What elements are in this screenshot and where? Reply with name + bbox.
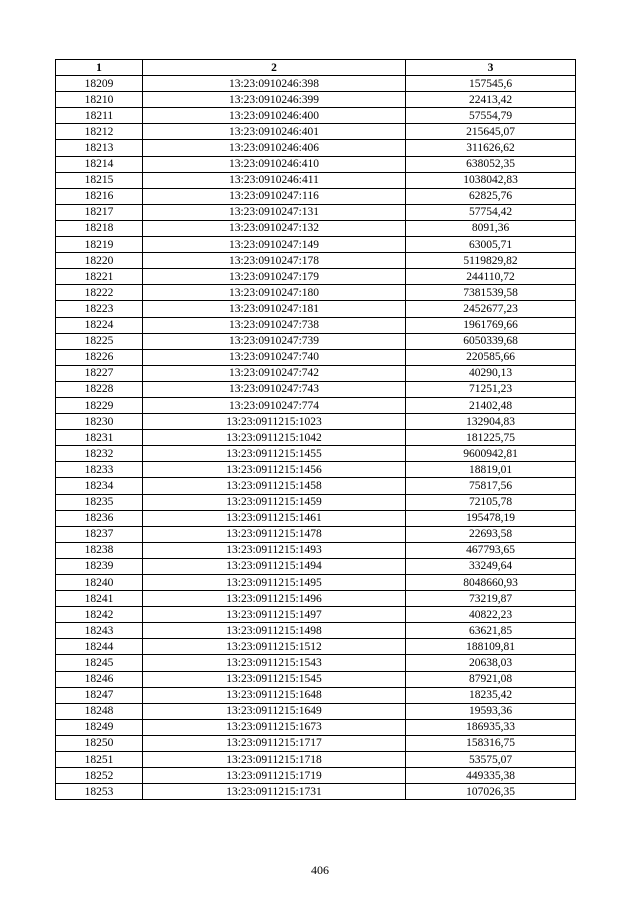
table-row	[56, 301, 576, 317]
cadastral-number-cell: 13:23:0910247:132	[143, 220, 406, 236]
cadastral-number-cell: 13:23:0911215:1459	[143, 494, 406, 510]
table-row	[56, 671, 576, 687]
row-number-cell: 18242	[56, 607, 143, 623]
cadastral-number-cell: 13:23:0911215:1497	[143, 607, 406, 623]
table-row	[56, 76, 576, 92]
row-number-cell: 18238	[56, 542, 143, 558]
value-cell: 22693,58	[406, 526, 576, 542]
table-row	[56, 414, 576, 430]
value-cell: 157545,6	[406, 76, 576, 92]
table-row	[56, 349, 576, 365]
cadastral-number-cell: 13:23:0911215:1455	[143, 446, 406, 462]
row-number-cell: 18223	[56, 301, 143, 317]
table-row	[56, 156, 576, 172]
value-cell: 20638,03	[406, 655, 576, 671]
cadastral-number-cell: 13:23:0910247:116	[143, 188, 406, 204]
cadastral-number-cell: 13:23:0911215:1719	[143, 768, 406, 784]
row-number-cell: 18218	[56, 220, 143, 236]
value-cell: 73219,87	[406, 591, 576, 607]
table-row	[56, 172, 576, 188]
value-cell: 22413,42	[406, 92, 576, 108]
table-row	[56, 188, 576, 204]
table-row	[56, 703, 576, 719]
row-number-cell: 18237	[56, 526, 143, 542]
value-cell: 186935,33	[406, 719, 576, 735]
value-cell: 57754,42	[406, 204, 576, 220]
table-row	[56, 494, 576, 510]
cadastral-number-cell: 13:23:0911215:1458	[143, 478, 406, 494]
value-cell: 220585,66	[406, 349, 576, 365]
table-row	[56, 542, 576, 558]
cadastral-number-cell: 13:23:0911215:1648	[143, 687, 406, 703]
row-number-cell: 18243	[56, 623, 143, 639]
cadastral-number-cell: 13:23:0911215:1545	[143, 671, 406, 687]
value-cell: 8048660,93	[406, 575, 576, 591]
cadastral-number-cell: 13:23:0910247:181	[143, 301, 406, 317]
table-row	[56, 446, 576, 462]
table-row	[56, 655, 576, 671]
cadastral-number-cell: 13:23:0910246:411	[143, 172, 406, 188]
row-number-cell: 18228	[56, 381, 143, 397]
value-cell: 33249,64	[406, 558, 576, 574]
cadastral-number-cell: 13:23:0910247:743	[143, 381, 406, 397]
cadastral-number-cell: 13:23:0911215:1456	[143, 462, 406, 478]
cadastral-number-cell: 13:23:0910247:178	[143, 253, 406, 269]
value-cell: 5119829,82	[406, 253, 576, 269]
row-number-cell: 18220	[56, 253, 143, 269]
table-row	[56, 784, 576, 800]
value-cell: 75817,56	[406, 478, 576, 494]
cadastral-number-cell: 13:23:0911215:1718	[143, 752, 406, 768]
row-number-cell: 18249	[56, 719, 143, 735]
cadastral-number-cell: 13:23:0910247:149	[143, 237, 406, 253]
table-row	[56, 607, 576, 623]
table-row	[56, 220, 576, 236]
table-row	[56, 381, 576, 397]
cadastral-number-cell: 13:23:0910246:406	[143, 140, 406, 156]
table-row	[56, 237, 576, 253]
value-cell: 63621,85	[406, 623, 576, 639]
value-cell: 467793,65	[406, 542, 576, 558]
table-row	[56, 430, 576, 446]
cadastral-number-cell: 13:23:0911215:1023	[143, 414, 406, 430]
cadastral-number-cell: 13:23:0911215:1461	[143, 510, 406, 526]
row-number-cell: 18252	[56, 768, 143, 784]
row-number-cell: 18224	[56, 317, 143, 333]
column-header-number: 1	[56, 60, 143, 76]
cadastral-number-cell: 13:23:0911215:1543	[143, 655, 406, 671]
table-header	[56, 60, 576, 76]
value-cell: 195478,19	[406, 510, 576, 526]
table-row	[56, 687, 576, 703]
table-row	[56, 317, 576, 333]
row-number-cell: 18226	[56, 349, 143, 365]
row-number-cell: 18231	[56, 430, 143, 446]
cadastral-number-cell: 13:23:0910246:400	[143, 108, 406, 124]
cadastral-number-cell: 13:23:0910247:738	[143, 317, 406, 333]
row-number-cell: 18232	[56, 446, 143, 462]
cadastral-number-cell: 13:23:0910247:131	[143, 204, 406, 220]
cadastral-number-cell: 13:23:0911215:1731	[143, 784, 406, 800]
value-cell: 6050339,68	[406, 333, 576, 349]
cadastral-number-cell: 13:23:0911215:1494	[143, 558, 406, 574]
cadastral-number-cell: 13:23:0910246:401	[143, 124, 406, 140]
value-cell: 40290,13	[406, 365, 576, 381]
row-number-cell: 18233	[56, 462, 143, 478]
value-cell: 107026,35	[406, 784, 576, 800]
value-cell: 638052,35	[406, 156, 576, 172]
table-row	[56, 92, 576, 108]
row-number-cell: 18221	[56, 269, 143, 285]
row-number-cell: 18213	[56, 140, 143, 156]
row-number-cell: 18250	[56, 735, 143, 751]
page-number: 406	[311, 863, 329, 877]
row-number-cell: 18246	[56, 671, 143, 687]
row-number-cell: 18214	[56, 156, 143, 172]
cadastral-number-cell: 13:23:0911215:1042	[143, 430, 406, 446]
row-number-cell: 18219	[56, 237, 143, 253]
value-cell: 53575,07	[406, 752, 576, 768]
cadastral-number-cell: 13:23:0911215:1673	[143, 719, 406, 735]
row-number-cell: 18234	[56, 478, 143, 494]
cadastral-number-cell: 13:23:0910247:179	[143, 269, 406, 285]
table-row	[56, 108, 576, 124]
row-number-cell: 18248	[56, 703, 143, 719]
value-cell: 449335,38	[406, 768, 576, 784]
cadastral-value-table	[55, 59, 576, 800]
row-number-cell: 18230	[56, 414, 143, 430]
table-row	[56, 510, 576, 526]
value-cell: 71251,23	[406, 381, 576, 397]
row-number-cell: 18245	[56, 655, 143, 671]
value-cell: 158316,75	[406, 735, 576, 751]
cadastral-number-cell: 13:23:0910247:742	[143, 365, 406, 381]
table-row	[56, 735, 576, 751]
value-cell: 132904,83	[406, 414, 576, 430]
cadastral-number-cell: 13:23:0911215:1498	[143, 623, 406, 639]
table-row	[56, 752, 576, 768]
value-cell: 72105,78	[406, 494, 576, 510]
column-header-cadastral-number: 2	[143, 60, 406, 76]
value-cell: 7381539,58	[406, 285, 576, 301]
column-header-value: 3	[406, 60, 576, 76]
table-row	[56, 333, 576, 349]
cadastral-number-cell: 13:23:0910247:774	[143, 397, 406, 413]
table-row	[56, 253, 576, 269]
value-cell: 57554,79	[406, 108, 576, 124]
value-cell: 18819,01	[406, 462, 576, 478]
value-cell: 1961769,66	[406, 317, 576, 333]
cadastral-number-cell: 13:23:0911215:1717	[143, 735, 406, 751]
cadastral-number-cell: 13:23:0911215:1649	[143, 703, 406, 719]
cadastral-number-cell: 13:23:0911215:1496	[143, 591, 406, 607]
header-row	[56, 60, 576, 76]
value-cell: 18235,42	[406, 687, 576, 703]
table-row	[56, 204, 576, 220]
row-number-cell: 18251	[56, 752, 143, 768]
row-number-cell: 18236	[56, 510, 143, 526]
value-cell: 8091,36	[406, 220, 576, 236]
row-number-cell: 18225	[56, 333, 143, 349]
table-row	[56, 639, 576, 655]
table-row	[56, 768, 576, 784]
row-number-cell: 18229	[56, 397, 143, 413]
cadastral-number-cell: 13:23:0910246:410	[143, 156, 406, 172]
value-cell: 9600942,81	[406, 446, 576, 462]
value-cell: 19593,36	[406, 703, 576, 719]
table-row	[56, 365, 576, 381]
table-body	[56, 76, 576, 800]
row-number-cell: 18227	[56, 365, 143, 381]
row-number-cell: 18215	[56, 172, 143, 188]
row-number-cell: 18211	[56, 108, 143, 124]
row-number-cell: 18240	[56, 575, 143, 591]
value-cell: 62825,76	[406, 188, 576, 204]
table-row	[56, 719, 576, 735]
table-row	[56, 462, 576, 478]
table-row	[56, 285, 576, 301]
row-number-cell: 18209	[56, 76, 143, 92]
value-cell: 244110,72	[406, 269, 576, 285]
value-cell: 181225,75	[406, 430, 576, 446]
table-row	[56, 526, 576, 542]
table-row	[56, 124, 576, 140]
value-cell: 63005,71	[406, 237, 576, 253]
row-number-cell: 18239	[56, 558, 143, 574]
row-number-cell: 18222	[56, 285, 143, 301]
table-row	[56, 478, 576, 494]
value-cell: 87921,08	[406, 671, 576, 687]
table-row	[56, 575, 576, 591]
table-row	[56, 140, 576, 156]
table-row	[56, 397, 576, 413]
row-number-cell: 18216	[56, 188, 143, 204]
value-cell: 215645,07	[406, 124, 576, 140]
row-number-cell: 18212	[56, 124, 143, 140]
value-cell: 21402,48	[406, 397, 576, 413]
value-cell: 188109,81	[406, 639, 576, 655]
row-number-cell: 18244	[56, 639, 143, 655]
cadastral-number-cell: 13:23:0910247:740	[143, 349, 406, 365]
row-number-cell: 18235	[56, 494, 143, 510]
table-row	[56, 558, 576, 574]
value-cell: 311626,62	[406, 140, 576, 156]
cadastral-number-cell: 13:23:0911215:1493	[143, 542, 406, 558]
document-sheet	[55, 59, 575, 800]
table-row	[56, 623, 576, 639]
cadastral-number-cell: 13:23:0910246:398	[143, 76, 406, 92]
row-number-cell: 18217	[56, 204, 143, 220]
cadastral-number-cell: 13:23:0911215:1495	[143, 575, 406, 591]
cadastral-number-cell: 13:23:0911215:1478	[143, 526, 406, 542]
row-number-cell: 18247	[56, 687, 143, 703]
row-number-cell: 18253	[56, 784, 143, 800]
value-cell: 40822,23	[406, 607, 576, 623]
cadastral-number-cell: 13:23:0910246:399	[143, 92, 406, 108]
table-row	[56, 591, 576, 607]
cadastral-number-cell: 13:23:0910247:739	[143, 333, 406, 349]
value-cell: 1038042,83	[406, 172, 576, 188]
table-row	[56, 269, 576, 285]
cadastral-number-cell: 13:23:0910247:180	[143, 285, 406, 301]
row-number-cell: 18241	[56, 591, 143, 607]
row-number-cell: 18210	[56, 92, 143, 108]
cadastral-number-cell: 13:23:0911215:1512	[143, 639, 406, 655]
value-cell: 2452677,23	[406, 301, 576, 317]
